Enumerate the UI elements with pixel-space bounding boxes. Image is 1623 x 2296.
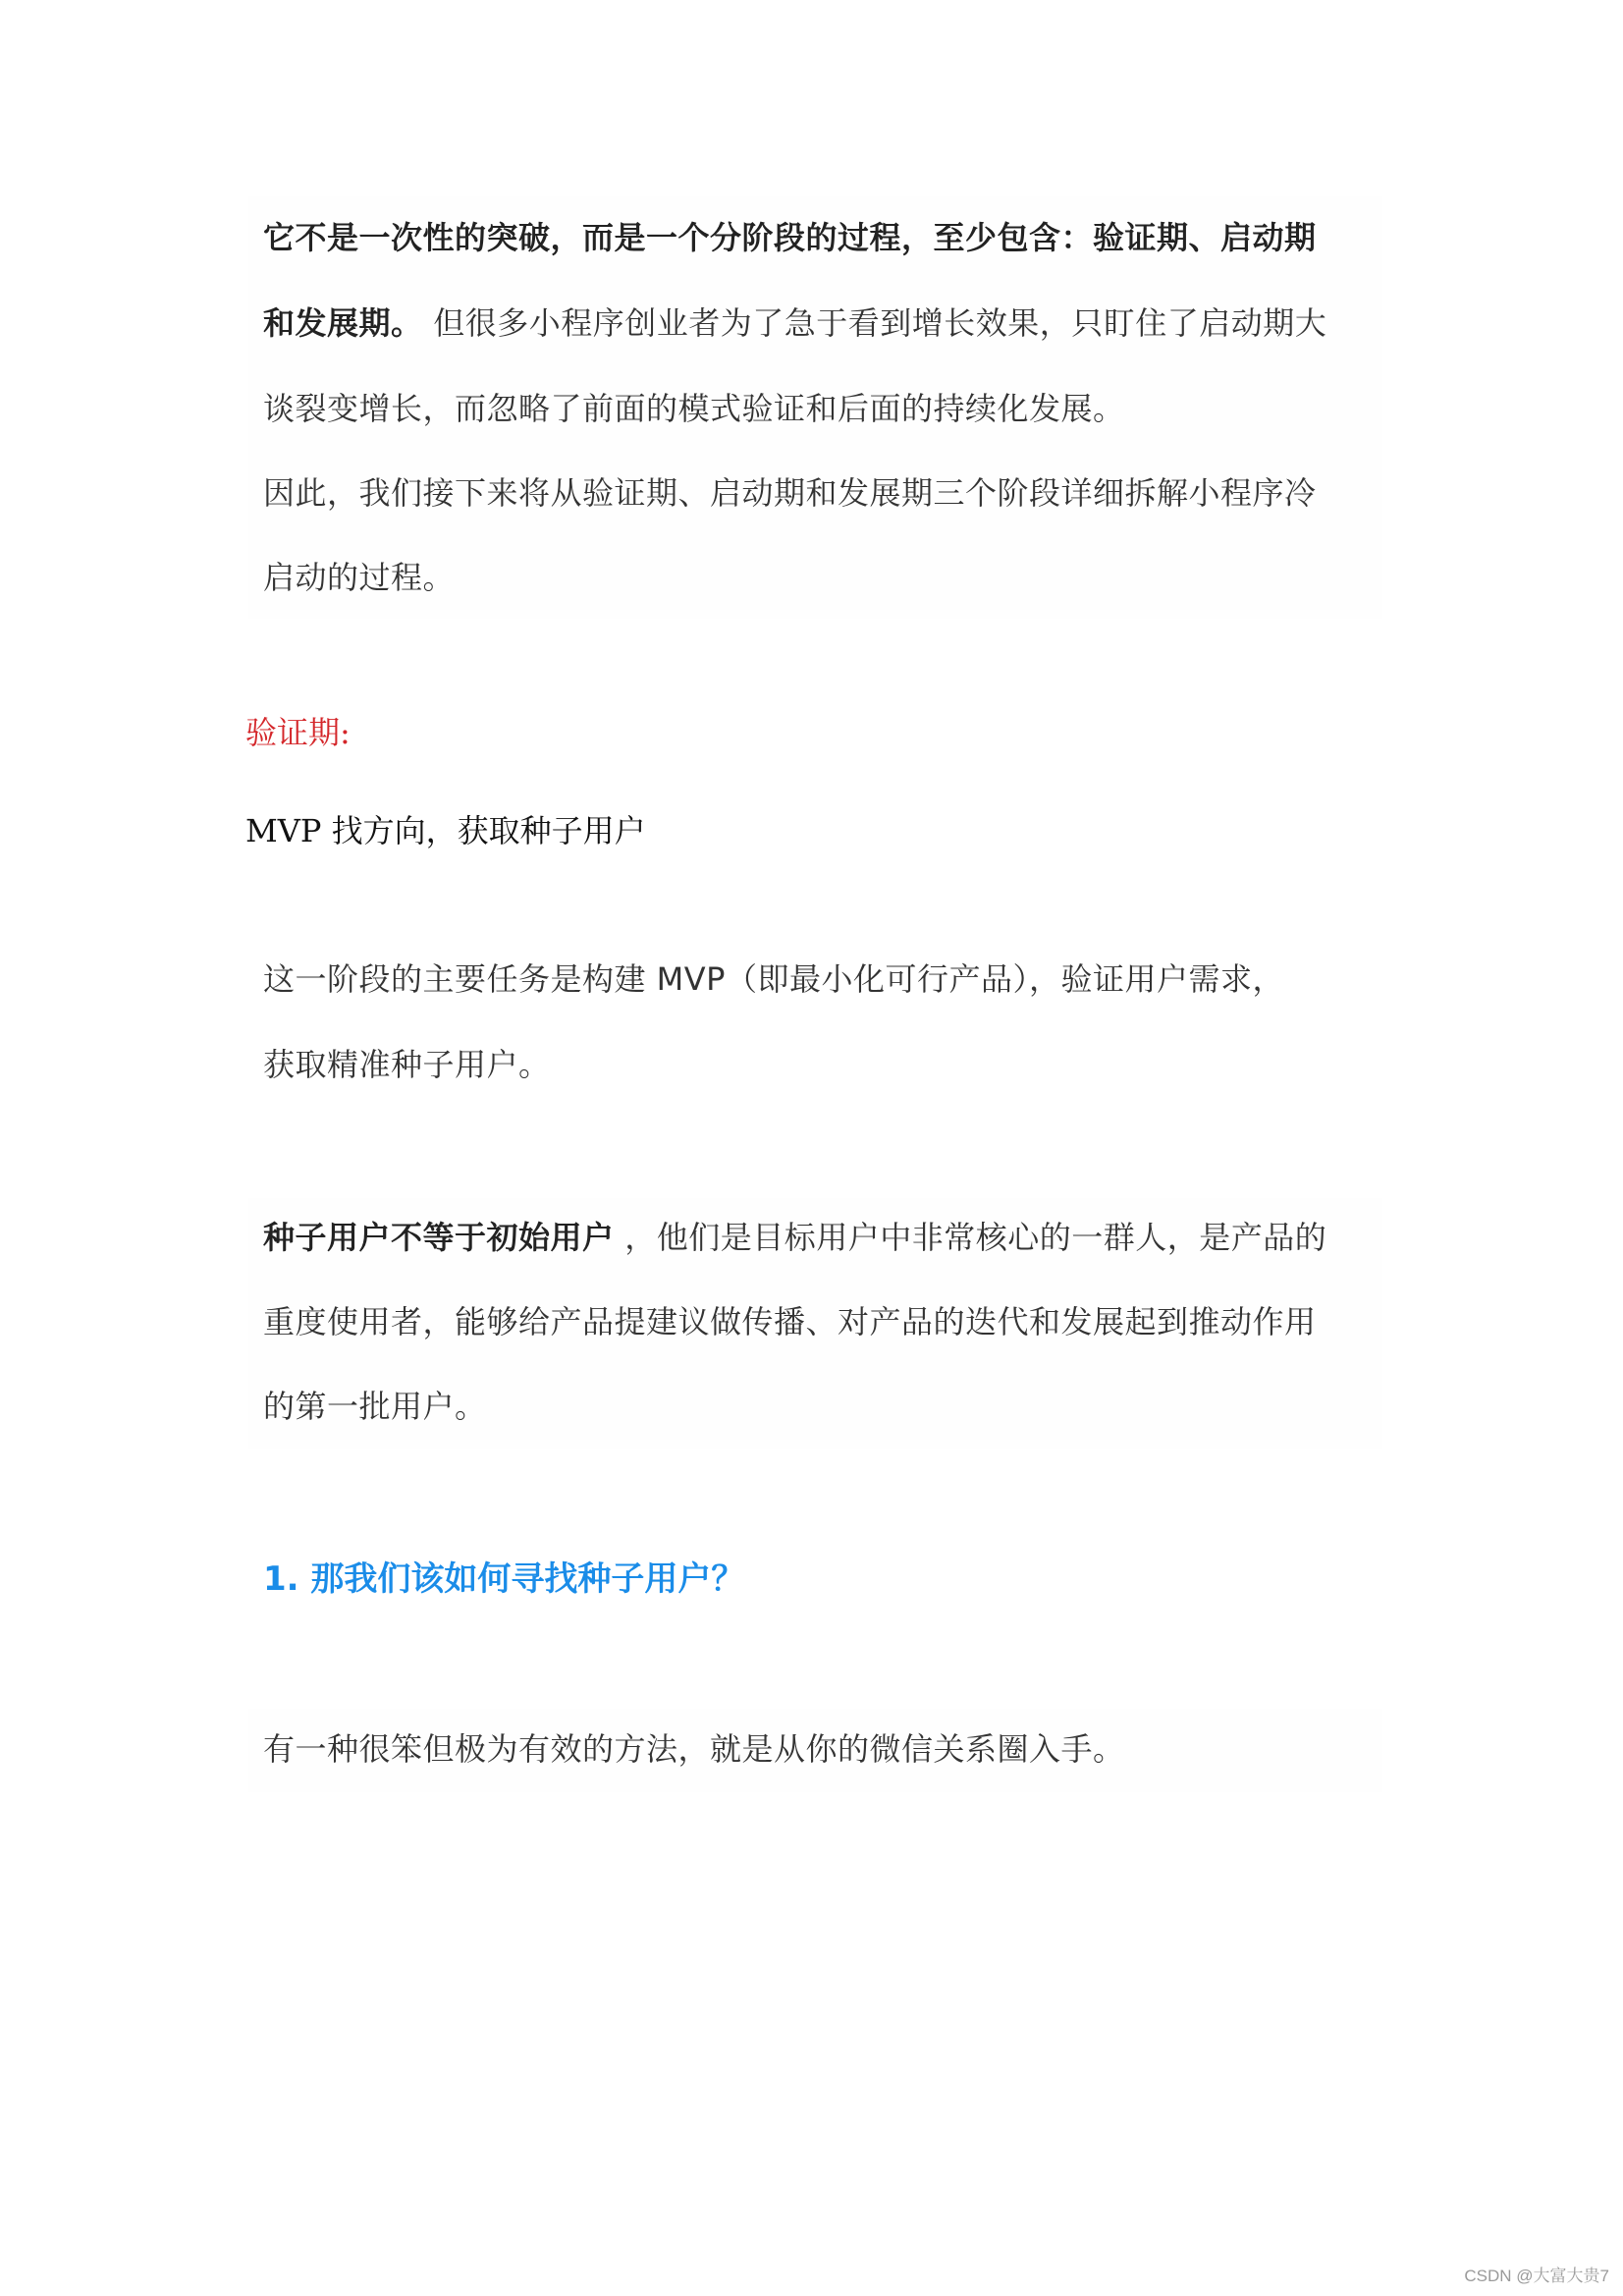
csdn-watermark: CSDN @大富大贵7 xyxy=(1464,2267,1609,2285)
intro-line-2-rest: 但很多小程序创业者为了急于看到增长效果，只盯住了启动期大 xyxy=(422,304,1327,342)
seed-line-1-rest: ，他们是目标用户中非常核心的一群人，是产品的 xyxy=(614,1219,1327,1256)
seed-line-1-bold: 种子用户不等于初始用户 xyxy=(263,1219,615,1256)
intro-line-4: 因此，我们接下来将从验证期、启动期和发展期三个阶段详细拆解小程序冷 xyxy=(263,474,1317,512)
seed-line-1 xyxy=(263,1218,1326,1257)
question-heading: 1. 那我们该如何寻找种子用户？ xyxy=(263,1559,745,1599)
method-line: 有一种很笨但极为有效的方法，就是从你的微信关系圈入手。 xyxy=(263,1730,1125,1768)
intro-line-2-bold: 和发展期。 xyxy=(263,304,423,342)
seed-line-3: 的第一批用户。 xyxy=(263,1388,487,1425)
mvp-line-2: 获取精准种子用户。 xyxy=(263,1046,551,1083)
section-heading-verification: 验证期: xyxy=(245,714,351,751)
intro-line-3: 谈裂变增长，而忽略了前面的模式验证和后面的持续化发展。 xyxy=(263,390,1125,427)
section-subheading: MVP 找方向，获取种子用户 xyxy=(245,812,646,849)
intro-line-2 xyxy=(263,303,1326,343)
intro-line-1: 它不是一次性的突破，而是一个分阶段的过程，至少包含：验证期、启动期 xyxy=(263,219,1317,256)
seed-line-2: 重度使用者，能够给产品提建议做传播、对产品的迭代和发展起到推动作用 xyxy=(263,1303,1317,1340)
intro-line-5: 启动的过程。 xyxy=(263,559,456,596)
mvp-line-1: 这一阶段的主要任务是构建 MVP（即最小化可行产品），验证用户需求， xyxy=(263,960,1284,998)
